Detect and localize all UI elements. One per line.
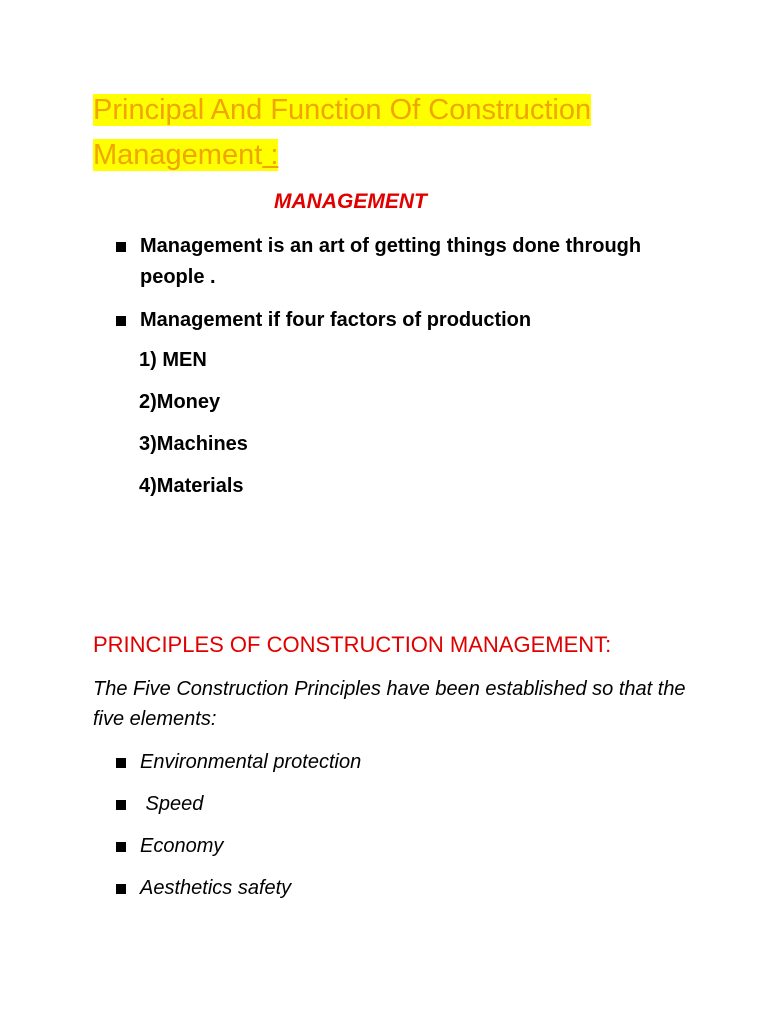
- title-line-2: [93, 139, 278, 171]
- list-item-text: Management if four factors of production: [140, 309, 532, 331]
- list-item: [116, 305, 676, 336]
- factor-item: 4)Materials: [139, 475, 244, 497]
- list-item: [116, 831, 676, 861]
- square-bullet-icon: [116, 884, 126, 894]
- factors-of-production-list: [139, 346, 248, 514]
- square-bullet-icon: [116, 800, 126, 810]
- title-main-word: Management: [93, 139, 263, 171]
- square-bullet-icon: [116, 842, 126, 852]
- list-item: [116, 231, 676, 293]
- page-title: [93, 88, 693, 178]
- title-line-1: Principal And Function Of Construction: [93, 94, 592, 126]
- elements-list: [116, 747, 676, 915]
- square-bullet-icon: [116, 758, 126, 768]
- title-colon: :: [262, 139, 279, 171]
- list-item: [116, 789, 676, 819]
- list-item-text: Management is an art of getting things done through people .: [140, 235, 642, 288]
- square-bullet-icon: [116, 242, 126, 252]
- list-item-text: Speed: [140, 793, 204, 815]
- factor-item: 1) MEN: [139, 349, 207, 371]
- principles-heading: PRINCIPLES OF CONSTRUCTION MANAGEMENT:: [93, 632, 612, 657]
- list-item-text: Environmental protection: [140, 751, 362, 773]
- list-item: [116, 747, 676, 777]
- management-section-label: MANAGEMENT: [274, 190, 427, 213]
- principles-intro: The Five Construction Principles have been established so that the five elements:: [93, 678, 686, 730]
- square-bullet-icon: [116, 316, 126, 326]
- management-points-list: [116, 231, 676, 348]
- list-item-text: Aesthetics safety: [140, 877, 292, 899]
- list-item: [116, 873, 676, 903]
- factor-item: 2)Money: [139, 391, 221, 413]
- factor-item: 3)Machines: [139, 433, 248, 455]
- list-item-text: Economy: [140, 835, 224, 857]
